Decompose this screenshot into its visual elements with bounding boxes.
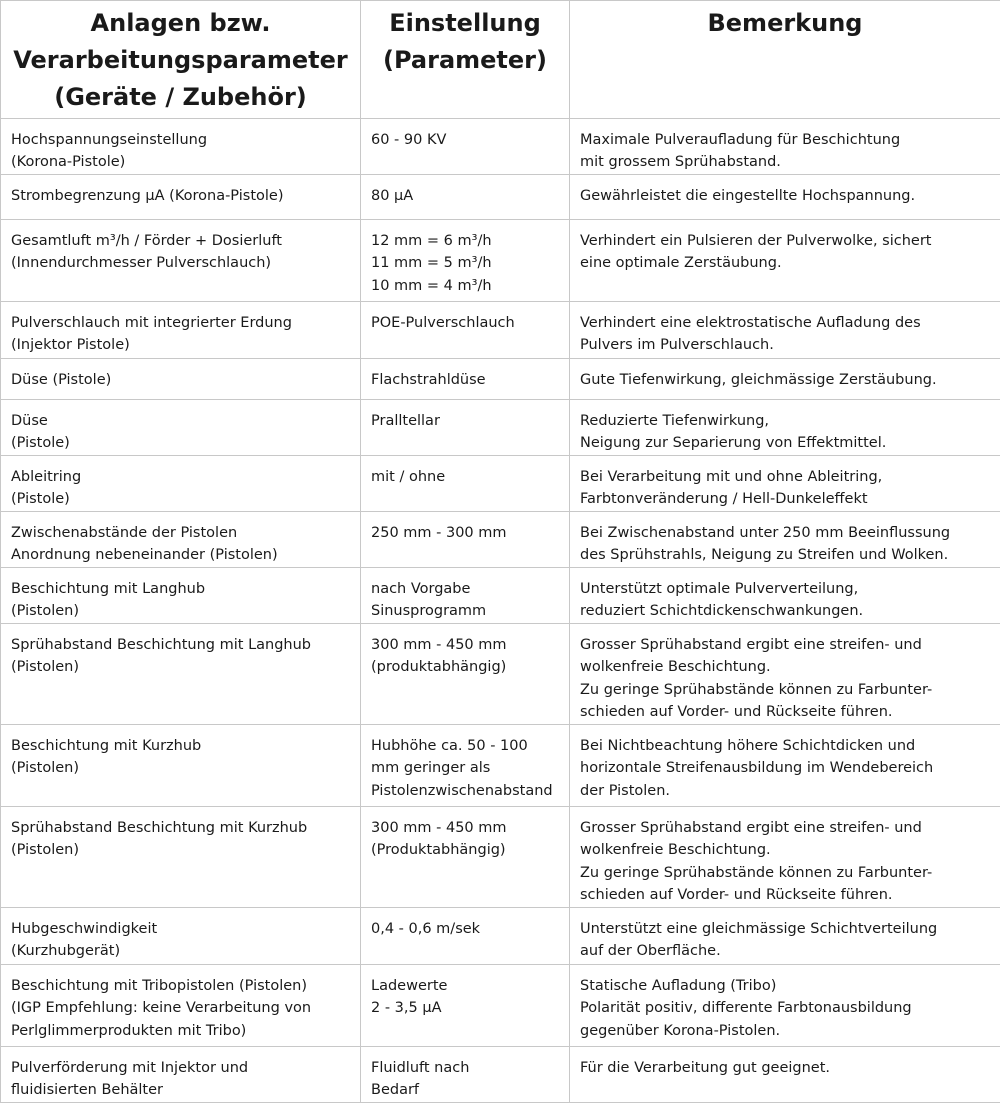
cell-setting	[361, 1047, 570, 1103]
cell-equipment	[1, 908, 361, 965]
cell-remark	[570, 725, 1000, 807]
table-row	[1, 725, 1000, 807]
table-row	[1, 512, 1000, 568]
cell-text: Flachstrahldüse	[371, 369, 561, 391]
cell-text: POE-Pulverschlauch	[371, 312, 561, 334]
cell-text: Unterstützt optimale Pulververteilung, reduziert Schichtdickenschwankungen.	[580, 578, 992, 623]
cell-remark	[570, 359, 1000, 400]
cell-text: Beschichtung mit Tribopistolen (Pistolen) (IGP Empfehlung: keine Verarbeitung von Perlglimmerprodukten mit Tribo)	[11, 975, 352, 1042]
cell-remark	[570, 456, 1000, 512]
cell-text: mit / ohne	[371, 466, 561, 488]
table-row	[1, 1047, 1000, 1103]
table-row	[1, 908, 1000, 965]
cell-remark	[570, 908, 1000, 965]
cell-remark	[570, 175, 1000, 220]
cell-text: Verhindert ein Pulsieren der Pulverwolke, sichert eine optimale Zerstäubung.	[580, 230, 992, 275]
cell-text: Düse (Pistole)	[11, 410, 352, 455]
cell-text: Grosser Sprühabstand ergibt eine streifen- und wolkenfreie Beschichtung. Zu geringe Sprühabstände können zu Farbunter- schieden auf Vorder- und Rückseite führen.	[580, 634, 992, 723]
table-row	[1, 175, 1000, 220]
cell-text: Sprühabstand Beschichtung mit Langhub (Pistolen)	[11, 634, 352, 679]
cell-text: 300 mm - 450 mm (Produktabhängig)	[371, 817, 561, 862]
cell-text: Ableitring (Pistole)	[11, 466, 352, 511]
cell-text: Hochspannungseinstellung (Korona-Pistole)	[11, 129, 352, 174]
cell-text: Ladewerte 2 - 3,5 µA	[371, 975, 561, 1020]
table-row	[1, 302, 1000, 359]
cell-text: Pralltellar	[371, 410, 561, 432]
cell-text: Reduzierte Tiefenwirkung, Neigung zur Separierung von Effektmittel.	[580, 410, 992, 455]
cell-text: Maximale Pulveraufladung für Beschichtung mit grossem Sprühabstand.	[580, 129, 992, 174]
cell-text: Sprühabstand Beschichtung mit Kurzhub (Pistolen)	[11, 817, 352, 862]
cell-setting	[361, 302, 570, 359]
cell-setting	[361, 359, 570, 400]
table-row	[1, 965, 1000, 1047]
table-row	[1, 400, 1000, 456]
cell-equipment	[1, 400, 361, 456]
cell-remark	[570, 1047, 1000, 1103]
cell-text: Strombegrenzung µA (Korona-Pistole)	[11, 185, 352, 207]
table-row	[1, 220, 1000, 302]
cell-text: Gute Tiefenwirkung, gleichmässige Zerstäubung.	[580, 369, 992, 391]
cell-equipment	[1, 220, 361, 302]
cell-remark	[570, 302, 1000, 359]
cell-equipment	[1, 965, 361, 1047]
cell-setting	[361, 400, 570, 456]
cell-remark	[570, 400, 1000, 456]
table-row	[1, 624, 1000, 725]
cell-text: 12 mm = 6 m³/h 11 mm = 5 m³/h 10 mm = 4 m³/h	[371, 230, 561, 297]
cell-equipment	[1, 624, 361, 725]
cell-text: Bei Verarbeitung mit und ohne Ableitring, Farbtonveränderung / Hell-Dunkeleffekt	[580, 466, 992, 511]
cell-text: Pulverförderung mit Injektor und fluidisierten Behälter	[11, 1057, 352, 1102]
cell-remark	[570, 512, 1000, 568]
cell-text: Hubgeschwindigkeit (Kurzhubgerät)	[11, 918, 352, 963]
cell-text: Zwischenabstände der Pistolen Anordnung nebeneinander (Pistolen)	[11, 522, 352, 567]
cell-equipment	[1, 119, 361, 175]
header-row	[1, 1, 1000, 119]
cell-text: 300 mm - 450 mm (produktabhängig)	[371, 634, 561, 679]
cell-text: Grosser Sprühabstand ergibt eine streifen- und wolkenfreie Beschichtung. Zu geringe Sprühabstände können zu Farbunter- schieden auf Vorder- und Rückseite führen.	[580, 817, 992, 906]
cell-text: Beschichtung mit Langhub (Pistolen)	[11, 578, 352, 623]
cell-equipment	[1, 1047, 361, 1103]
cell-setting	[361, 119, 570, 175]
cell-text: Statische Aufladung (Tribo) Polarität positiv, differente Farbtonausbildung gegenüber Korona-Pistolen.	[580, 975, 992, 1042]
cell-equipment	[1, 807, 361, 908]
cell-remark	[570, 220, 1000, 302]
cell-text: Gewährleistet die eingestellte Hochspannung.	[580, 185, 992, 207]
cell-text: Fluidluft nach Bedarf	[371, 1057, 561, 1102]
cell-text: Für die Verarbeitung gut geeignet.	[580, 1057, 992, 1079]
table-row	[1, 119, 1000, 175]
cell-remark	[570, 624, 1000, 725]
cell-setting	[361, 456, 570, 512]
cell-equipment	[1, 175, 361, 220]
cell-remark	[570, 568, 1000, 624]
cell-text: Beschichtung mit Kurzhub (Pistolen)	[11, 735, 352, 780]
header-label: Bemerkung	[576, 5, 994, 42]
cell-setting	[361, 220, 570, 302]
header-label: Anlagen bzw. Verarbeitungsparameter (Geräte / Zubehör)	[7, 5, 354, 116]
cell-text: 80 µA	[371, 185, 561, 207]
cell-setting	[361, 568, 570, 624]
cell-text: 60 - 90 KV	[371, 129, 561, 151]
cell-text: Hubhöhe ca. 50 - 100 mm geringer als Pistolenzwischenabstand	[371, 735, 561, 802]
cell-text: 0,4 - 0,6 m/sek	[371, 918, 561, 940]
cell-remark	[570, 807, 1000, 908]
table-row	[1, 359, 1000, 400]
cell-setting	[361, 624, 570, 725]
cell-equipment	[1, 725, 361, 807]
cell-text: Gesamtluft m³/h / Förder + Dosierluft (Innendurchmesser Pulverschlauch)	[11, 230, 352, 275]
header-cell-remark	[570, 1, 1000, 119]
header-cell-setting	[361, 1, 570, 119]
cell-text: Unterstützt eine gleichmässige Schichtverteilung auf der Oberfläche.	[580, 918, 992, 963]
cell-remark	[570, 965, 1000, 1047]
cell-setting	[361, 807, 570, 908]
cell-equipment	[1, 456, 361, 512]
cell-setting	[361, 965, 570, 1047]
cell-text: 250 mm - 300 mm	[371, 522, 561, 544]
cell-equipment	[1, 302, 361, 359]
cell-equipment	[1, 568, 361, 624]
table-row	[1, 456, 1000, 512]
cell-text: nach Vorgabe Sinusprogramm	[371, 578, 561, 623]
cell-remark	[570, 119, 1000, 175]
table-row	[1, 807, 1000, 908]
cell-equipment	[1, 512, 361, 568]
cell-text: Bei Nichtbeachtung höhere Schichtdicken und horizontale Streifenausbildung im Wendebereich der Pistolen.	[580, 735, 992, 802]
cell-setting	[361, 908, 570, 965]
cell-setting	[361, 175, 570, 220]
header-cell-equipment	[1, 1, 361, 119]
cell-equipment	[1, 359, 361, 400]
cell-text: Pulverschlauch mit integrierter Erdung (Injektor Pistole)	[11, 312, 352, 357]
header-label: Einstellung (Parameter)	[367, 5, 563, 79]
table-row	[1, 568, 1000, 624]
cell-text: Bei Zwischenabstand unter 250 mm Beeinflussung des Sprühstrahls, Neigung zu Streifen und Wolken.	[580, 522, 992, 567]
cell-text: Verhindert eine elektrostatische Aufladung des Pulvers im Pulverschlauch.	[580, 312, 992, 357]
cell-setting	[361, 512, 570, 568]
cell-text: Düse (Pistole)	[11, 369, 352, 391]
cell-setting	[361, 725, 570, 807]
